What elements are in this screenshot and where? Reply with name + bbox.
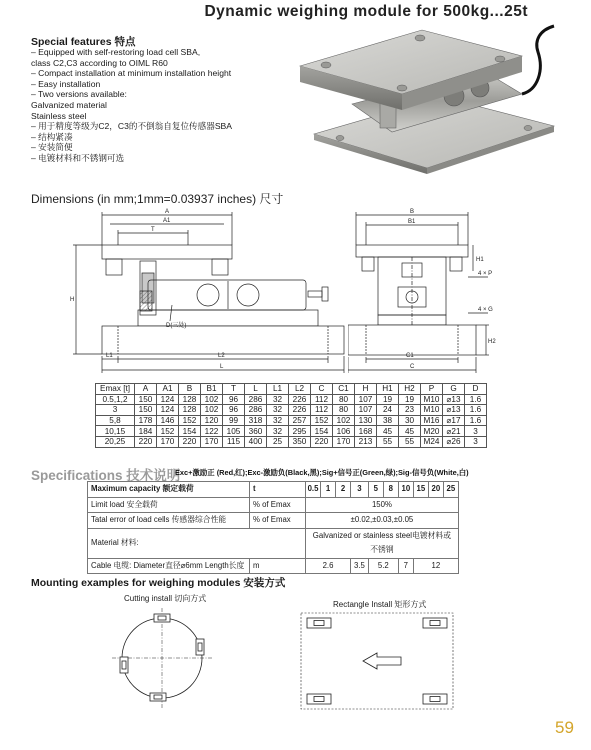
error-value: ±0.02,±0.03,±0.05 <box>306 513 459 529</box>
table-cell: 120 <box>201 415 223 426</box>
label-H1: H1 <box>476 257 484 263</box>
table-cell: 128 <box>179 405 201 416</box>
table-cell: 45 <box>399 426 421 437</box>
table-cell: 360 <box>245 426 267 437</box>
spec-row-material <box>88 528 459 558</box>
dimensions-column-header: A <box>135 384 157 395</box>
table-cell: 220 <box>179 436 201 447</box>
cable-value: 2.6 <box>306 558 351 574</box>
feature-item: – 结构紧凑 <box>31 131 73 142</box>
dimensions-column-header: L1 <box>267 384 289 395</box>
table-cell: 286 <box>245 394 267 405</box>
table-cell: 24 <box>377 405 399 416</box>
features-list <box>31 47 232 164</box>
dimensions-heading: Dimensions (in mm;1mm=0.03937 inches) 尺寸 <box>31 192 284 206</box>
table-cell: 32 <box>267 426 289 437</box>
material-label: Material 材料: <box>88 528 306 558</box>
table-cell: 226 <box>289 405 311 416</box>
material-value: Galvanized or stainless steel电镀材料或不锈钢 <box>306 528 459 558</box>
table-cell: 10,15 <box>96 426 135 437</box>
table-cell: 107 <box>355 405 377 416</box>
table-cell: 32 <box>267 405 289 416</box>
table-cell: M10 <box>421 394 443 405</box>
capacity-value: 1 <box>321 482 336 498</box>
label-C: C <box>410 364 415 370</box>
table-cell: ⌀13 <box>443 394 465 405</box>
label-A1: A1 <box>163 218 171 224</box>
dimensions-column-header: H <box>355 384 377 395</box>
table-cell: 0.5,1,2 <box>96 394 135 405</box>
table-cell: 318 <box>245 415 267 426</box>
cutting-install-diagram <box>100 603 230 713</box>
label-T: T <box>151 227 155 233</box>
table-cell: 1.6 <box>465 405 487 416</box>
spec-row-error <box>88 513 459 529</box>
label-B1: B1 <box>408 219 416 225</box>
table-cell: 1.6 <box>465 394 487 405</box>
table-cell: 5,8 <box>96 415 135 426</box>
feature-item: Galvanized material <box>31 99 107 110</box>
table-cell: 213 <box>355 436 377 447</box>
table-cell: 23 <box>399 405 421 416</box>
label-L1: L1 <box>106 353 113 359</box>
table-cell: 105 <box>223 426 245 437</box>
rectangle-install-caption: Rectangle Install 矩形方式 <box>333 600 427 609</box>
table-row <box>96 405 487 416</box>
table-cell: 3 <box>465 426 487 437</box>
label-A: A <box>165 209 170 215</box>
table-cell: 184 <box>135 426 157 437</box>
table-cell: 128 <box>179 394 201 405</box>
dimensions-column-header: L2 <box>289 384 311 395</box>
table-cell: 55 <box>377 436 399 447</box>
front-view-drawing <box>68 205 358 377</box>
dimensions-table <box>95 383 487 448</box>
dimensions-column-header: B <box>179 384 201 395</box>
rectangle-install-diagram <box>297 609 457 713</box>
table-cell: 112 <box>311 394 333 405</box>
label-D: D(三处) <box>166 323 187 329</box>
table-cell: 80 <box>333 394 355 405</box>
table-cell: 20,25 <box>96 436 135 447</box>
table-cell: 19 <box>399 394 421 405</box>
table-cell: 350 <box>289 436 311 447</box>
feature-item: – Two versions available: <box>31 89 127 100</box>
table-cell: M10 <box>421 405 443 416</box>
cable-value: 5.2 <box>368 558 398 574</box>
specifications-heading: Specifications 技术说明 <box>31 468 181 483</box>
table-cell: 124 <box>157 405 179 416</box>
limit-label: Limit load 安全载荷 <box>88 497 250 513</box>
table-cell: 30 <box>399 415 421 426</box>
capacity-label: Maximum capacity 额定载荷 <box>88 482 250 498</box>
table-cell: 3 <box>96 405 135 416</box>
table-cell: 154 <box>311 426 333 437</box>
table-cell: ⌀21 <box>443 426 465 437</box>
wiring-legend: Exc+激励正 (Red,红);Exc-激励负(Black,黑);Sig+信号正(Green,绿);Sig-信号负(White,白) <box>175 468 469 477</box>
label-L: L <box>220 364 224 370</box>
table-cell: M24 <box>421 436 443 447</box>
label-G: 4 × G <box>478 307 493 313</box>
feature-item: Stainless steel <box>31 110 87 121</box>
page-number: 59 <box>555 718 574 737</box>
table-cell: 55 <box>399 436 421 447</box>
spec-row-limit <box>88 497 459 513</box>
feature-item: – 用于精度等级为C2，C3的不倒翁自复位传感器SBA <box>31 121 233 132</box>
features-heading: Special features 特点 <box>31 36 136 48</box>
side-view-drawing <box>348 205 500 377</box>
table-cell: 3 <box>465 436 487 447</box>
dimensions-column-header: L <box>245 384 267 395</box>
table-cell: 102 <box>201 405 223 416</box>
cable-label: Cable 电缆: Diameter直径⌀6mm Length长度 <box>88 558 250 574</box>
table-cell: 152 <box>157 426 179 437</box>
spec-row-capacity <box>88 482 459 498</box>
table-cell: 286 <box>245 405 267 416</box>
limit-unit: % of Emax <box>250 497 306 513</box>
table-cell: 150 <box>135 394 157 405</box>
table-cell: ⌀17 <box>443 415 465 426</box>
label-B: B <box>410 209 415 215</box>
table-cell: 220 <box>135 436 157 447</box>
table-cell: 168 <box>355 426 377 437</box>
table-cell: 102 <box>201 394 223 405</box>
cable-value: 3.5 <box>351 558 369 574</box>
table-cell: 178 <box>135 415 157 426</box>
dimensions-column-header: T <box>223 384 245 395</box>
label-C1: C1 <box>406 353 414 359</box>
table-row <box>96 426 487 437</box>
label-L2: L2 <box>218 353 225 359</box>
capacity-value: 20 <box>428 482 443 498</box>
dimensions-column-header: G <box>443 384 465 395</box>
feature-item: class C2,C3 according to OIML R60 <box>31 57 168 68</box>
cutting-install-caption: Cutting install 切向方式 <box>124 594 207 603</box>
table-cell: 38 <box>377 415 399 426</box>
table-cell: 45 <box>377 426 399 437</box>
table-cell: 25 <box>267 436 289 447</box>
feature-item: – Equipped with self-restoring load cell SBA, <box>31 47 201 57</box>
dimensions-column-header: A1 <box>157 384 179 395</box>
dimensions-column-header: H2 <box>399 384 421 395</box>
feature-item: – 电镀材料和不锈钢可选 <box>31 152 125 163</box>
table-cell: 122 <box>201 426 223 437</box>
spec-row-cable <box>88 558 459 574</box>
capacity-value: 5 <box>368 482 383 498</box>
cable-unit: m <box>250 558 306 574</box>
table-cell: 96 <box>223 405 245 416</box>
capacity-value: 0.5 <box>306 482 321 498</box>
table-cell: ⌀13 <box>443 405 465 416</box>
table-row <box>96 394 487 405</box>
capacity-value: 15 <box>413 482 428 498</box>
feature-item: – Easy installation <box>31 78 101 89</box>
label-H: H <box>70 297 75 303</box>
table-cell: 152 <box>179 415 201 426</box>
error-label: Tatal error of load cells 传感器综合性能 <box>88 513 250 529</box>
capacity-value: 2 <box>336 482 351 498</box>
mounting-heading: Mounting examples for weighing modules 安装方式 <box>31 577 286 589</box>
table-cell: 106 <box>333 426 355 437</box>
table-cell: 107 <box>355 394 377 405</box>
table-cell: 170 <box>201 436 223 447</box>
dimensions-column-header: H1 <box>377 384 399 395</box>
table-cell: ⌀26 <box>443 436 465 447</box>
table-cell: 170 <box>333 436 355 447</box>
table-cell: 154 <box>179 426 201 437</box>
table-cell: M20 <box>421 426 443 437</box>
dimensions-column-header: P <box>421 384 443 395</box>
table-cell: 102 <box>333 415 355 426</box>
table-row <box>96 436 487 447</box>
page-title: Dynamic weighing module for 500kg...25t <box>204 3 528 20</box>
dimensions-column-header: Emax [t] <box>96 384 135 395</box>
table-row <box>96 415 487 426</box>
table-cell: M16 <box>421 415 443 426</box>
table-cell: 146 <box>157 415 179 426</box>
feature-item: – 安装简便 <box>31 142 73 153</box>
table-cell: 130 <box>355 415 377 426</box>
capacity-value: 25 <box>443 482 458 498</box>
capacity-value: 8 <box>383 482 398 498</box>
feature-item: – Compact installation at minimum installation height <box>31 68 232 79</box>
table-cell: 1.6 <box>465 415 487 426</box>
table-cell: 220 <box>311 436 333 447</box>
table-cell: 115 <box>223 436 245 447</box>
limit-value: 150% <box>306 497 459 513</box>
table-cell: 99 <box>223 415 245 426</box>
specifications-table <box>87 481 459 574</box>
dimensions-column-header: D <box>465 384 487 395</box>
table-cell: 170 <box>157 436 179 447</box>
table-cell: 124 <box>157 394 179 405</box>
dimensions-column-header: B1 <box>201 384 223 395</box>
table-cell: 295 <box>289 426 311 437</box>
table-cell: 19 <box>377 394 399 405</box>
table-cell: 32 <box>267 415 289 426</box>
label-H2: H2 <box>488 339 496 345</box>
dimensions-column-header: C <box>311 384 333 395</box>
error-unit: % of Emax <box>250 513 306 529</box>
table-cell: 152 <box>311 415 333 426</box>
cable-value: 12 <box>413 558 458 574</box>
dimensions-column-header: C1 <box>333 384 355 395</box>
table-cell: 257 <box>289 415 311 426</box>
table-cell: 112 <box>311 405 333 416</box>
label-P: 4 × P <box>478 271 493 277</box>
table-cell: 150 <box>135 405 157 416</box>
table-cell: 96 <box>223 394 245 405</box>
capacity-value: 10 <box>398 482 413 498</box>
table-cell: 400 <box>245 436 267 447</box>
table-cell: 32 <box>267 394 289 405</box>
capacity-unit: t <box>250 482 306 498</box>
table-cell: 80 <box>333 405 355 416</box>
product-photo <box>292 22 572 174</box>
cable-value: 7 <box>398 558 413 574</box>
table-cell: 226 <box>289 394 311 405</box>
dimensions-table-header <box>96 384 487 395</box>
capacity-value: 3 <box>351 482 369 498</box>
